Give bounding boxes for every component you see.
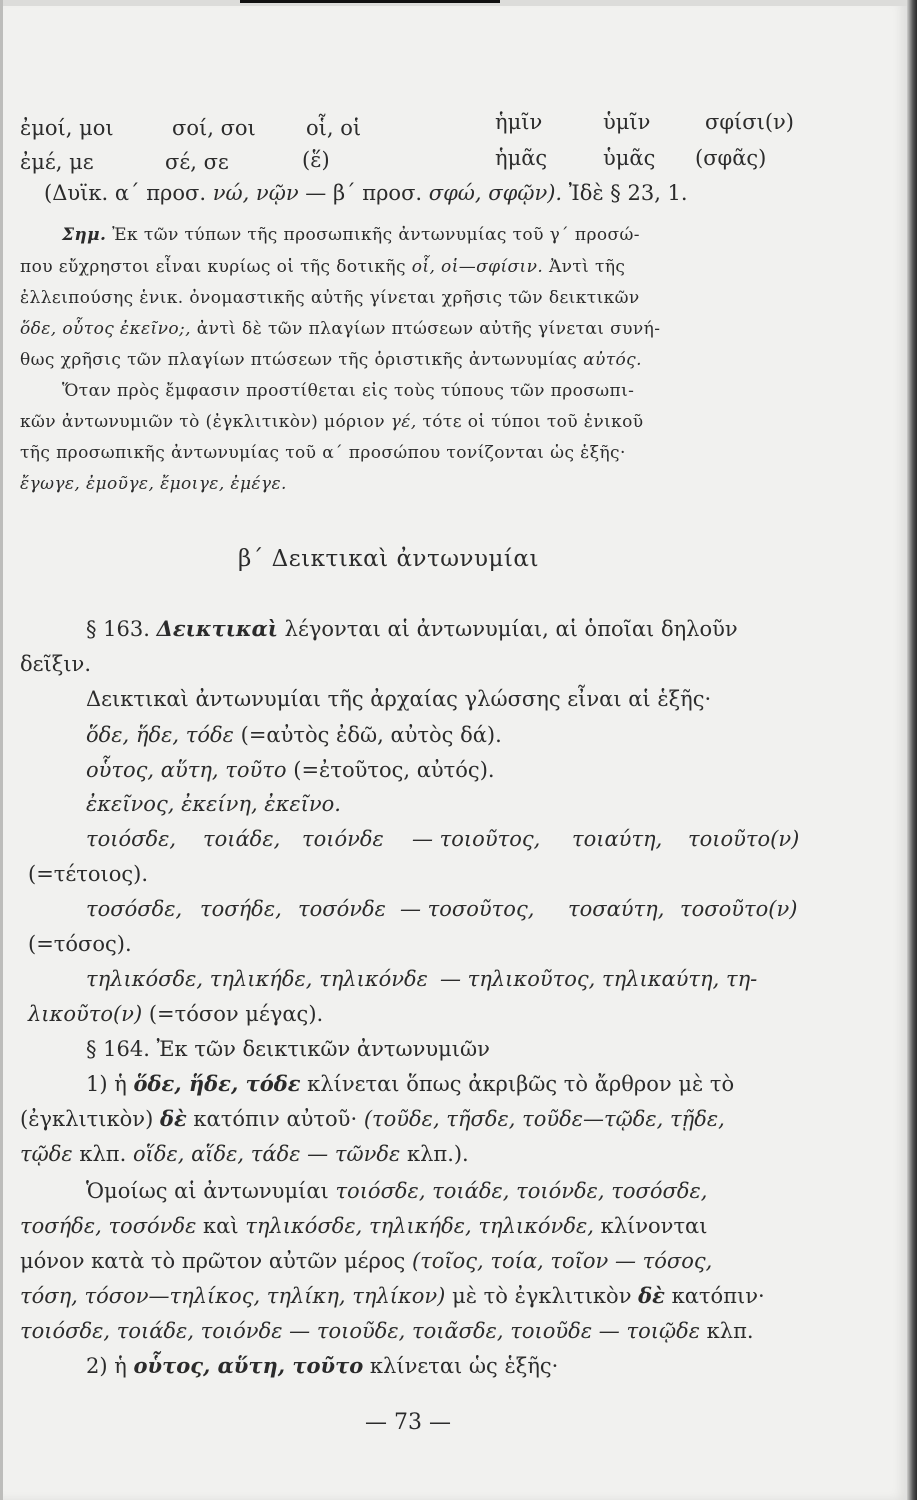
paragraph-text: 1) ἡ bbox=[86, 1072, 127, 1096]
cross-reference: Ἰδὲ § 23, 1. bbox=[568, 181, 688, 205]
abbreviation: κλπ.). bbox=[406, 1142, 469, 1166]
dual-first-person: νώ, νῷν bbox=[212, 181, 299, 205]
pronoun-form: — τηλικοῦτος, τηλικαύτη, τη- bbox=[440, 967, 758, 991]
s164-line-9 bbox=[86, 1353, 558, 1379]
paragraph-text: (ἐγκλιτικὸν) bbox=[20, 1107, 154, 1131]
note-text: Ἐκ τῶν τύπων τῆς προσωπικῆς ἀντωνυμίας τοῦ γ΄ προσώ- bbox=[112, 225, 640, 245]
note-italic: οἷ, οἱ—σφίσιν. bbox=[411, 257, 544, 277]
s163-line-3: Δεικτικαὶ ἀντωνυμίαι τῆς ἀρχαίας γλώσσης εἶναι αἱ ἑξῆς· bbox=[86, 687, 712, 711]
declension-forms: τῷδε bbox=[20, 1142, 73, 1166]
book-binding-shadow bbox=[907, 0, 917, 1500]
dual-second-person: σφώ, σφῷν). bbox=[428, 181, 563, 205]
paragraph-text: κλίνεται ὅπως ἀκριβῶς τὸ ἄρθρον μὲ τὸ bbox=[307, 1072, 735, 1096]
s164-line-8 bbox=[20, 1318, 754, 1344]
dual-note-label: (Δυϊκ. α΄ προσ. bbox=[44, 181, 206, 205]
note-line-1 bbox=[62, 224, 640, 246]
note-line-4 bbox=[20, 318, 660, 340]
s164-line-4 bbox=[86, 1178, 707, 1204]
s164-line-7 bbox=[20, 1283, 765, 1309]
pronoun-forms: ὅδε, ἥδε, τόδε bbox=[86, 723, 234, 747]
s164-line-1 bbox=[86, 1071, 734, 1097]
paragraph-text: 2) ἡ bbox=[86, 1354, 127, 1378]
pronoun-form: τοσοῦτο(ν) bbox=[680, 897, 798, 921]
paragraph-text: λέγονται αἱ ἀντωνυμίαι, αἱ ὁποῖαι δηλοῦν bbox=[284, 617, 738, 641]
paragraph-text: κατόπιν· bbox=[671, 1284, 765, 1308]
note-text: Ἀντὶ τῆς bbox=[548, 257, 626, 277]
declension-forms: τοιόσδε, τοιάδε, τοιόνδε — τοιοῦδε, τοιᾶσδε, τοιοῦδε — τοιῷδε bbox=[20, 1319, 700, 1343]
pronoun-form: τοσόνδε bbox=[298, 897, 386, 921]
ode-line bbox=[86, 722, 502, 748]
note-text: θως χρῆσις τῶν πλαγίων πτώσεων τῆς ὁριστικῆς ἀντωνυμίας bbox=[20, 350, 578, 370]
s164-heading: § 164. Ἐκ τῶν δεικτικῶν ἀντωνυμιῶν bbox=[86, 1037, 490, 1061]
note-line-3: ἐλλειπούσης ἑνικ. ὀνομαστικῆς αὐτῆς γίνεται χρῆσις τῶν δεικτικῶν bbox=[20, 288, 640, 308]
abbreviation: κλπ. bbox=[79, 1142, 127, 1166]
pronoun-forms: (τοῖος, τοία, τοῖον — τόσος, bbox=[411, 1249, 713, 1273]
abbreviation: κλπ. bbox=[706, 1319, 754, 1343]
note-italic: ὅδε, οὗτος ἐκεῖνο;, bbox=[20, 319, 191, 339]
table-cell: ὑμῖν bbox=[603, 110, 651, 134]
paragraph-text: κλίνονται bbox=[600, 1214, 708, 1238]
gloss: (=ἐτοῦτος, αὐτός). bbox=[293, 758, 495, 782]
table-cell: ἡμῖν bbox=[495, 110, 543, 134]
table-cell: (ἕ) bbox=[302, 148, 330, 172]
section-heading: β΄ Δεικτικαὶ ἀντωνυμίαι bbox=[238, 546, 539, 572]
note-line-7 bbox=[20, 411, 644, 433]
pronoun-form: τοιόσδε, bbox=[86, 827, 177, 851]
pronoun-forms: τόση, τόσον—τηλίκος, τηλίκη, τηλίκον) bbox=[20, 1284, 446, 1308]
table-cell: σέ, σε bbox=[165, 150, 229, 174]
note-text: κῶν ἀντωνυμιῶν τὸ (ἐγκλιτικὸν) μόριον bbox=[20, 412, 385, 432]
declension-forms: (τοῦδε, τῆσδε, τοῦδε—τῷδε, τῇδε, bbox=[363, 1107, 725, 1131]
note-line-8: τῆς προσωπικῆς ἀντωνυμίας τοῦ α΄ προσώπου τονίζονται ὡς ἑξῆς· bbox=[20, 443, 626, 463]
note-text: τότε οἱ τύποι τοῦ ἑνικοῦ bbox=[422, 412, 644, 432]
note-text: ἀντὶ δὲ τῶν πλαγίων πτώσεων αὐτῆς γίνεται συνή- bbox=[196, 319, 661, 339]
table-cell: σφίσι(ν) bbox=[705, 110, 794, 134]
paragraph-text: κλίνεται ὡς ἑξῆς· bbox=[369, 1354, 559, 1378]
s164-line-2 bbox=[20, 1106, 725, 1132]
note-line-2 bbox=[20, 256, 625, 278]
scan-artifact-bar bbox=[240, 0, 500, 3]
note-line-5 bbox=[20, 349, 642, 371]
s164-line-3 bbox=[20, 1141, 469, 1167]
s164-line-6 bbox=[20, 1248, 712, 1274]
paragraph-text: μόνον κατὰ τὸ πρῶτον αὐτῶν μέρος bbox=[20, 1249, 406, 1273]
note-line-6: Ὅταν πρὸς ἔμφασιν προστίθεται εἰς τοὺς τύπους τῶν προσωπι- bbox=[62, 381, 635, 401]
pronoun-form: τοσαύτη, bbox=[568, 897, 665, 921]
section-number: § 163. bbox=[86, 617, 150, 641]
dual-second-label: — β΄ προσ. bbox=[305, 181, 423, 205]
note-line-9: ἔγωγε, ἐμοῦγε, ἔμοιγε, ἐμέγε. bbox=[20, 474, 287, 494]
pronoun-forms-bold: ὅδε, ἥδε, τόδε bbox=[133, 1071, 301, 1096]
pronoun-form: — τοιοῦτος, bbox=[412, 827, 541, 851]
pronoun-form: τοιοῦτο(ν) bbox=[688, 827, 800, 851]
pronoun-forms: τοσήδε, τοσόνδε bbox=[20, 1214, 197, 1238]
paragraph-text: μὲ τὸ ἐγκλιτικὸν bbox=[452, 1284, 632, 1308]
page-number: — 73 — bbox=[365, 1410, 451, 1435]
pronoun-form: τοσήδε, bbox=[200, 897, 282, 921]
dual-note bbox=[44, 180, 688, 206]
gloss: (=αὐτὸς ἐδῶ, αὐτὸς δά). bbox=[240, 723, 502, 747]
outos-line bbox=[86, 757, 495, 783]
ekeinos-line: ἐκεῖνος, ἐκείνη, ἐκεῖνο. bbox=[86, 792, 341, 816]
tosos-gloss: (=τόσος). bbox=[28, 932, 132, 956]
pronoun-forms: τοιόσδε, τοιάδε, τοιόνδε, τοσόσδε, bbox=[335, 1179, 708, 1203]
defined-term: Δεικτικαὶ bbox=[156, 616, 278, 641]
table-cell: σοί, σοι bbox=[172, 116, 256, 140]
table-cell: ἡμᾶς bbox=[495, 146, 548, 170]
declension-forms: οἵδε, αἵδε, τάδε — τῶνδε bbox=[132, 1142, 401, 1166]
pronoun-form: τηλικόσδε, τηλικήδε, τηλικόνδε bbox=[86, 967, 428, 991]
pronoun-forms: οὗτος, αὕτη, τοῦτο bbox=[86, 758, 287, 782]
note-italic: γέ, bbox=[390, 412, 417, 432]
table-cell: ἐμέ, με bbox=[20, 150, 94, 174]
paragraph-text: Ὁμοίως αἱ ἀντωνυμίαι bbox=[86, 1179, 329, 1203]
pronoun-form: τοιάδε, bbox=[203, 827, 281, 851]
pronoun-forms: τηλικόσδε, τηλικήδε, τηλικόνδε, bbox=[245, 1214, 594, 1238]
pronoun-form: τοσόσδε, bbox=[86, 897, 183, 921]
pronoun-form: τοιόνδε bbox=[302, 827, 384, 851]
note-italic: αὐτός. bbox=[583, 350, 642, 370]
enclitic-bold: δὲ bbox=[159, 1106, 187, 1131]
gloss: (=τόσον μέγας). bbox=[148, 1002, 324, 1026]
enclitic-bold: δὲ bbox=[638, 1283, 665, 1308]
paragraph-text: κατόπιν αὐτοῦ· bbox=[193, 1107, 358, 1131]
pronoun-form: τοιαύτη, bbox=[572, 827, 663, 851]
s164-line-5 bbox=[20, 1213, 707, 1239]
pronoun-form: — τοσοῦτος, bbox=[400, 897, 535, 921]
note-label: Σημ. bbox=[62, 225, 107, 245]
s163-line-2: δεῖξιν. bbox=[20, 652, 91, 676]
pronoun-form: λικοῦτο(ν) bbox=[28, 1002, 143, 1026]
table-cell: οἷ, οἱ bbox=[306, 116, 362, 140]
paragraph-text: καὶ bbox=[203, 1214, 239, 1238]
tetoios-gloss: (=τέτοιος). bbox=[28, 862, 149, 886]
pronoun-forms-bold: οὗτος, αὕτη, τοῦτο bbox=[133, 1353, 364, 1378]
table-cell: (σφᾶς) bbox=[695, 146, 767, 170]
table-cell: ἐμοί, μοι bbox=[20, 116, 114, 140]
telikos-continuation bbox=[28, 1001, 323, 1027]
page-left-edge bbox=[0, 0, 3, 1500]
note-text: που εὔχρηστοι εἶναι κυρίως οἱ τῆς δοτικῆς bbox=[20, 257, 406, 277]
s163-line-1 bbox=[86, 616, 738, 642]
table-cell: ὑμᾶς bbox=[603, 146, 656, 170]
